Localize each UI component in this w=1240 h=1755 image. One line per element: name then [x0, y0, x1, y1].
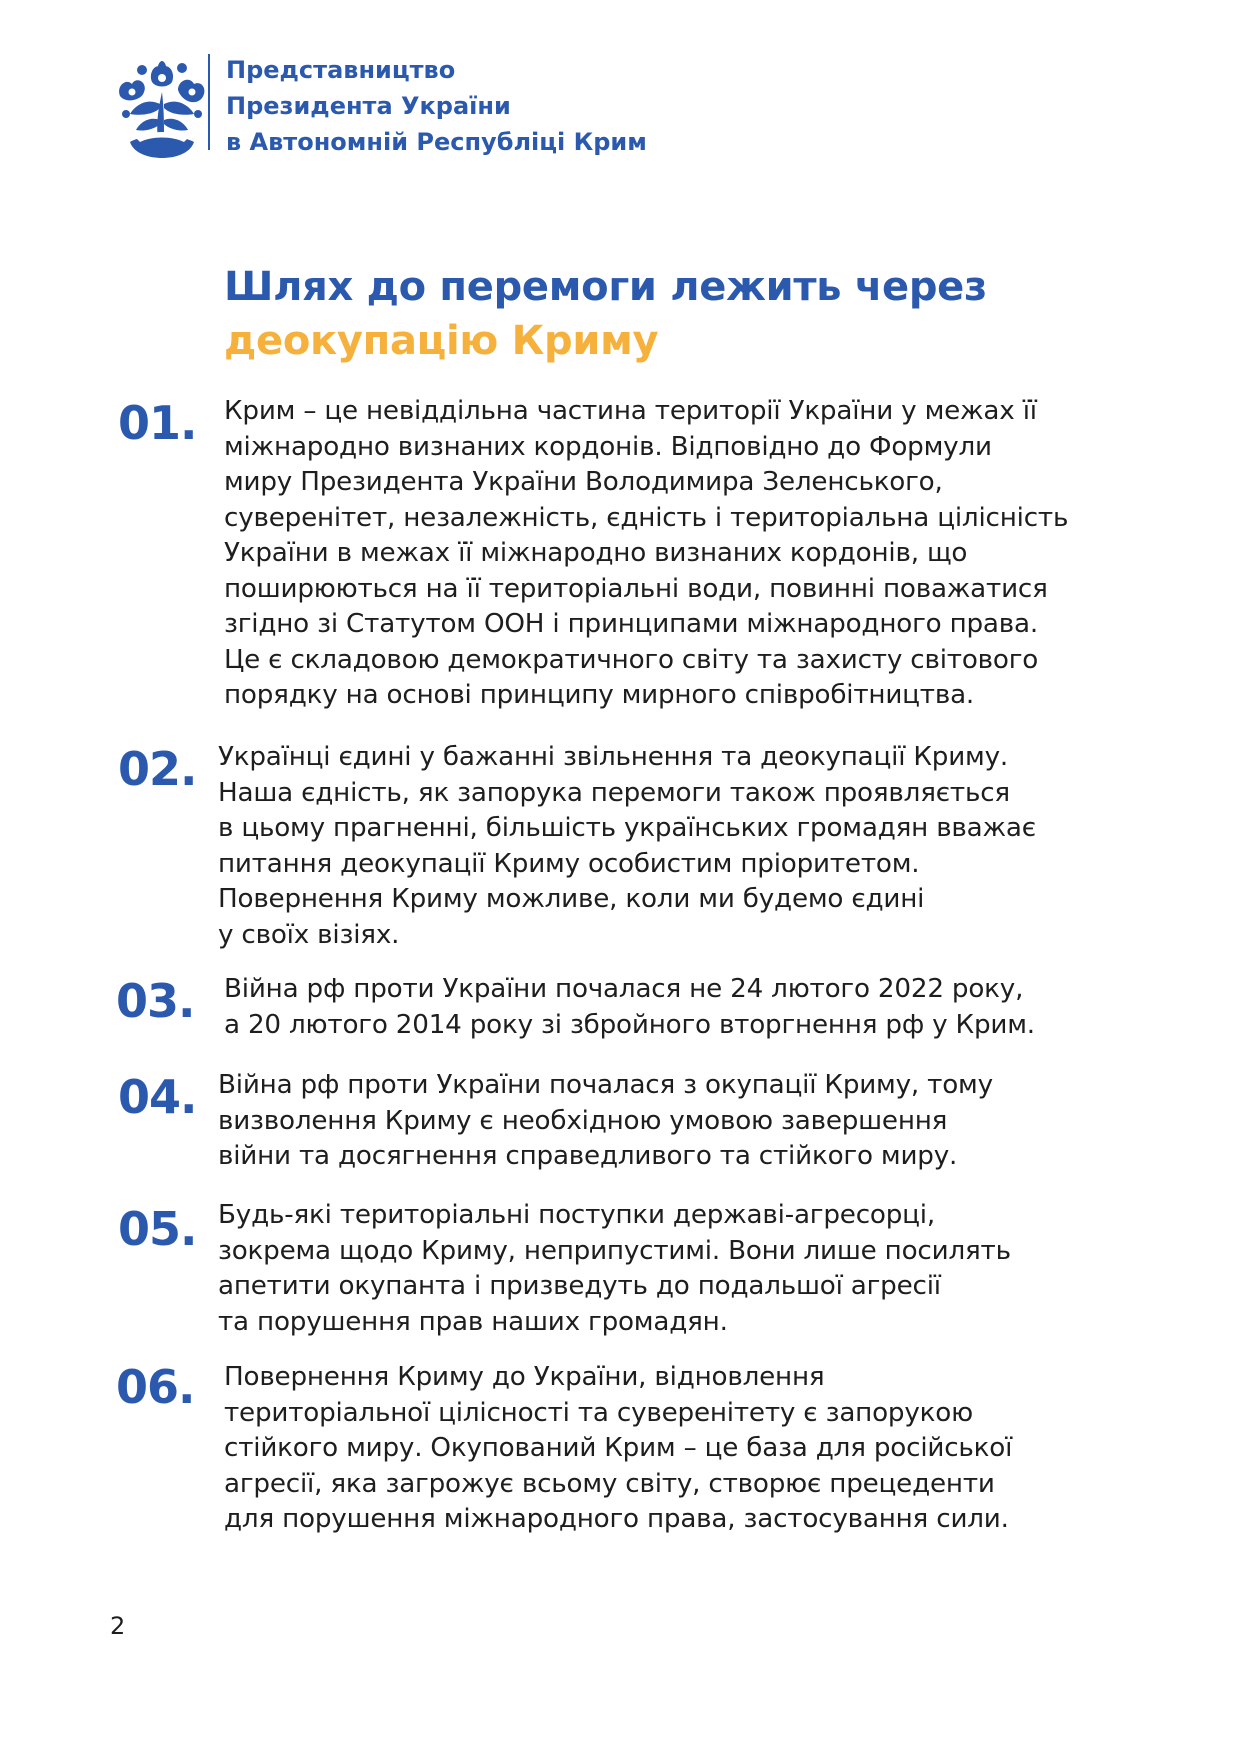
page-title-line-yellow: деокупацію Криму [224, 318, 659, 364]
item-text-line: для порушення міжнародного права, застосування сили. [224, 1504, 1009, 1534]
item-text-line: порядку на основі принципу мирного співробітництва. [224, 680, 975, 710]
item-text-line: Крим – це невіддільна частина території України у межах її [224, 396, 1037, 426]
item-number: 05. [118, 1202, 197, 1256]
logo-divider [208, 54, 210, 150]
item-number: 04. [118, 1070, 197, 1124]
item-text-line: Війна рф проти України почалася не 24 лютого 2022 року, [224, 974, 1024, 1004]
item-text-line: у своїх візіях. [218, 919, 400, 950]
item-text [224, 972, 1164, 1043]
item-text-line: агресії, яка загрожує всьому світу, створює прецеденти [224, 1468, 995, 1499]
item-number: 01. [118, 396, 197, 450]
item-text-line: міжнародно визнаних кордонів. Відповідно до Формули [224, 431, 992, 462]
item-text-line: Наша єдність, як запорука перемоги також проявляється [218, 777, 1010, 808]
item-text [218, 1068, 1158, 1175]
item-text-line: питання деокупації Криму особистим пріоритетом. [218, 848, 920, 879]
item-text-line: зокрема щодо Криму, неприпустимі. Вони лише посилять [218, 1235, 1011, 1266]
item-text-line: апетити окупанта і призведуть до подальшої агресії [218, 1271, 941, 1301]
item-text-line: Війна рф проти України почалася з окупації Криму, тому [218, 1070, 993, 1100]
item-text-line: а 20 лютого 2014 року зі збройного вторгнення рф у Крим. [224, 1009, 1035, 1040]
item-text-line: стійкого миру. Окупований Крим – це база для російської [224, 1433, 1013, 1463]
item-text-line: миру Президента України Володимира Зеленського, [224, 467, 943, 497]
item-number: 03. [116, 974, 195, 1028]
organization-name-line: Президента України [226, 92, 511, 120]
page-title [224, 260, 1124, 368]
item-text-line: Українці єдині у бажанні звільнення та деокупації Криму. [218, 742, 1009, 772]
item-text [218, 740, 1158, 953]
item-text-line: України в межах її міжнародно визнаних кордонів, що [224, 538, 968, 568]
item-text-line: згідно зі Статутом ООН і принципами міжнародного права. [224, 609, 1038, 639]
organization-name-line: Представництво [226, 56, 456, 84]
item-text-line: Повернення Криму до України, відновлення [224, 1362, 825, 1392]
item-text [224, 394, 1164, 714]
item-text-line: визволення Криму є необхідною умовою завершення [218, 1105, 948, 1136]
page-title-line-blue: Шлях до перемоги лежить через [224, 264, 987, 310]
item-text-line: Будь-які територіальні поступки державі-агресорці, [218, 1200, 935, 1230]
item-text-line: Повернення Криму можливе, коли ми будемо єдині [218, 884, 925, 914]
item-text-line: війни та досягнення справедливого та стійкого миру. [218, 1141, 958, 1171]
item-number: 06. [116, 1360, 195, 1414]
document-header [112, 52, 712, 162]
page-number: 2 [110, 1612, 126, 1640]
item-text-line: та порушення прав наших громадян. [218, 1306, 728, 1337]
item-text-line: територіальної цілісності та суверенітету є запорукою [224, 1397, 973, 1428]
item-text-line: поширюються на її територіальні води, повинні поважатися [224, 573, 1048, 604]
item-number: 02. [118, 742, 197, 796]
item-text [224, 1360, 1164, 1538]
crimean-floral-emblem-icon [112, 52, 210, 158]
organization-name [226, 52, 647, 160]
item-text [218, 1198, 1158, 1340]
item-text-line: Це є складовою демократичного світу та захисту світового [224, 644, 1039, 675]
item-text-line: в цьому прагненні, більшість українських громадян вважає [218, 813, 1036, 843]
item-text-line: суверенітет, незалежність, єдність і територіальна цілісність [224, 502, 1069, 533]
organization-name-line: в Автономній Республіці Крим [226, 128, 647, 156]
